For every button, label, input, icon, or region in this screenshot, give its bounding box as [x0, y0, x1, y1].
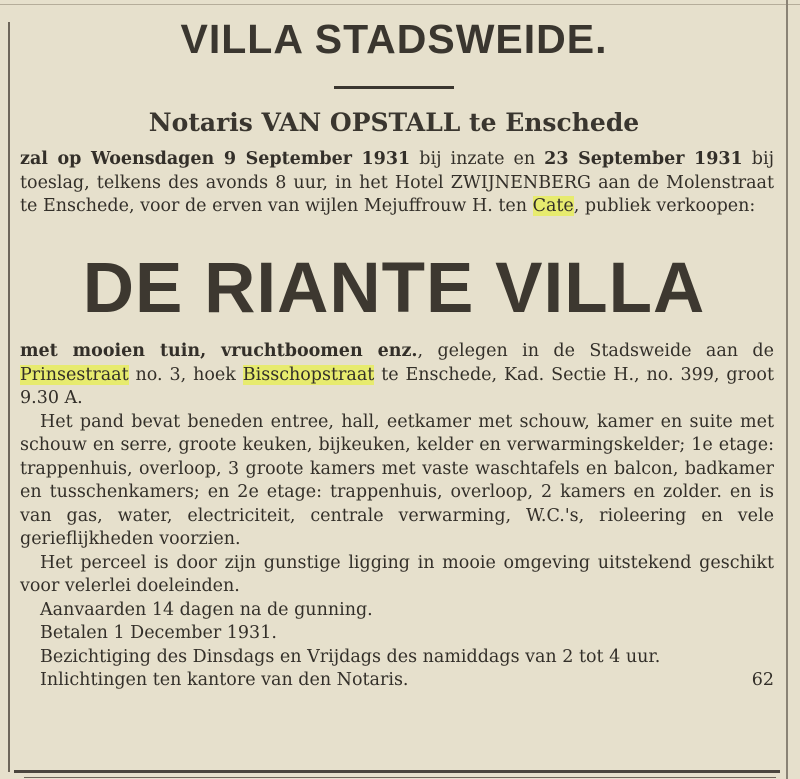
top-rule [0, 4, 800, 5]
location-text-2: no. 3, hoek [128, 364, 243, 385]
details-section [20, 340, 774, 693]
ad-number: 62 [751, 670, 774, 690]
ad-title: VILLA STADSWEIDE. [180, 16, 608, 62]
bottom-border-thin [24, 777, 776, 778]
viewing-times: Bezichtiging des Dinsdags en Vrijdags des namiddags van 2 tot 4 uur. [40, 646, 661, 667]
payment-terms: Betalen 1 December 1931. [40, 623, 277, 643]
garden-lead: met mooien tuin, vruchtboomen enz. [20, 341, 418, 361]
highlight-bisschopstraat: Bisschopstraat [242, 364, 375, 385]
intro-text-2: bij toeslag, telkens des avonds 8 uur, in het Hotel ZWIJNENBERG aan de Molenstraat te Enschede, voor de erven van wijlen Mejuffrouw H. ten [20, 149, 774, 216]
notary-heading: Notaris VAN OPSTALL te Enschede [148, 108, 640, 137]
acceptance-terms: Aanvaarden 14 dagen na de gunning. [40, 599, 373, 620]
info-text: Inlichtingen ten kantore van den Notaris. [40, 670, 409, 690]
bottom-border [14, 770, 780, 773]
highlight-cate: Cate [532, 196, 574, 216]
main-headline: DE RIANTE VILLA [82, 249, 706, 328]
location-text-3: te Enschede, Kad. Sectie H., no. 399, groot 9.30 A. [20, 364, 774, 408]
info-row [20, 669, 774, 693]
intro-text-3: , publiek verkoopen: [573, 196, 756, 216]
highlight-prinsestraat: Prinsestraat [20, 364, 129, 385]
title-divider [334, 86, 454, 89]
property-description: Het pand bevat beneden entree, hall, eetkamer met schouw, kamer en suite met schouw en serre, groote keuken, bijkeuken, kelder en verwarmingskelder; 1e etage: trappenhuis, overloop, 3 groote kamers met vaste waschtafels en balcon, badkamer en tusschenkamers; en 2e etage: trappenhuis, overloop, 2 kamers en zolder. en is van gas, water, electriciteit, centrale verwarming, W.C.'s, rioleering en vele gerieflijkheden voorzien. [20, 411, 774, 549]
auction-date-2: 23 September 1931 [544, 149, 743, 169]
location-text-1: , gelegen in de Stadsweide aan de [417, 341, 774, 361]
intro-text-1: bij inzate en [410, 149, 545, 169]
parcel-description: Het perceel is door zijn gunstige ligging in mooie omgeving uitstekend geschikt voor velerlei doeleinden. [20, 552, 774, 596]
intro-paragraph [20, 148, 774, 219]
auction-date-1: zal op Woensdagen 9 September 1931 [20, 149, 411, 169]
